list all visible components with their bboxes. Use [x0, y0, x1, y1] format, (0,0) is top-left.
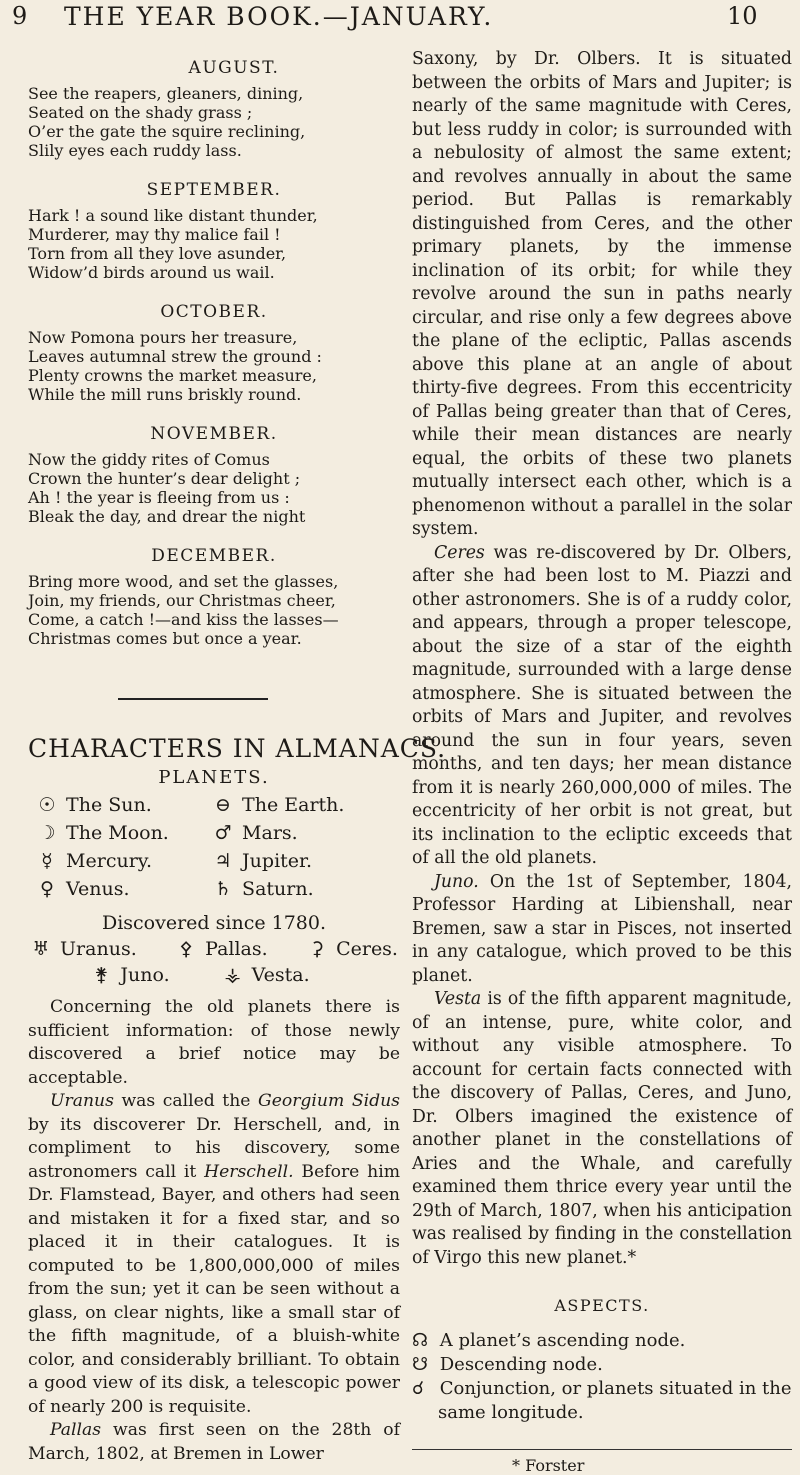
paragraph-pallas: Pallas was first seen on the 28th of March, 1802, at Bremen in Lower [28, 1420, 400, 1464]
aspect-item [412, 1329, 792, 1353]
page-header [0, 0, 800, 40]
poem-line: Come, a catch !—and kiss the lasses— [28, 610, 339, 629]
planet-name: The Moon. [66, 822, 169, 844]
planet-entry [34, 792, 210, 818]
planet-entry [28, 936, 137, 962]
footnote-rule [412, 1449, 792, 1450]
poem-line: Christmas comes but once a year. [28, 629, 302, 648]
poem-line: Slily eyes each ruddy lass. [28, 141, 242, 160]
footnote: * Forster [512, 1456, 585, 1475]
discovered-title: Discovered since 1780. [101, 912, 327, 934]
planets-title: PLANETS. [158, 767, 270, 788]
planet-symbol-icon: ☽ [38, 822, 56, 844]
poem-line: Hark ! a sound like distant thunder, [28, 206, 318, 225]
aspect-symbol-icon: ☊ [412, 1330, 428, 1351]
planet-name: The Sun. [66, 794, 152, 816]
planet-symbol-icon: ♄ [214, 878, 232, 900]
planet-name: Saturn. [242, 878, 314, 900]
planet-symbol-icon: ♃ [214, 850, 232, 872]
stanza-title: OCTOBER. [160, 302, 268, 322]
planet-entry [210, 848, 390, 874]
planet-symbol-icon: ⚴ [179, 938, 194, 960]
right-body-text [412, 48, 792, 1270]
planet-symbol-icon: ⚵ [94, 964, 109, 986]
discovered-row-1 [28, 936, 400, 962]
left-column [28, 48, 447, 1466]
page-number-right: 10 [727, 2, 758, 30]
planet-entry [220, 962, 310, 988]
poem-line: O’er the gate the squire reclining, [28, 122, 306, 141]
poem-line: Murderer, may thy malice fail ! [28, 225, 281, 244]
right-column [412, 48, 792, 1475]
poem-line: Now the giddy rites of Comus [28, 450, 270, 469]
aspects-list [412, 1329, 792, 1401]
planet-symbol-icon: ☉ [38, 794, 56, 816]
planet-symbol-icon: ⚶ [224, 964, 241, 986]
planet-name: Jupiter. [242, 850, 313, 872]
planet-name: Vesta. [251, 964, 310, 986]
poem-line: Now Pomona pours her treasure, [28, 328, 298, 347]
paragraph-pallas-cont: Saxony, by Dr. Olbers. It is situated between the orbits of Mars and Jupiter; is nearly of the same magnitude with Ceres, but less ruddy in color; is surrounded with a nebulosity of almost the same extent; and revolves annually in about the same period. But Pallas is remarkably distinguished from Ceres, and the other primary planets, by the immense inclination of its orbit; for while they revolve around the sun in paths nearly circular, and rise only a few degrees above the plane of the ecliptic, Pallas ascends above this plane at an angle of about thirty-five degrees. From this eccentricity of Pallas being greater than that of Ceres, while their mean distances are nearly equal, the orbits of these two planets mutually intersect each other, which is a phenomenon without a parallel in the solar system. [412, 49, 792, 539]
paragraph-vesta: Vesta is of the fifth apparent magnitude, of an intense, pure, white color, and without any visible atmosphere. To account for certain facts connected with the discovery of Pallas, Ceres, and Juno, Dr. Olbers imagined the existence of another planet in the constellations of Aries and the Whale, and carefully examined them thrice every year until the 29th of March, 1807, when his anticipation was realised by finding in the constellation of Virgo this new planet.* [412, 989, 792, 1268]
aspect-text: A planet’s ascending node. [439, 1330, 686, 1351]
poem-line: Seated on the shady grass ; [28, 103, 253, 122]
stanza-title: AUGUST. [188, 58, 280, 78]
characters-title: CHARACTERS IN ALMANACS. [28, 734, 447, 763]
planet-name: Juno. [120, 964, 170, 986]
running-head: THE YEAR BOOK.—JANUARY. [64, 2, 494, 31]
aspect-symbol-icon: ☌ [412, 1378, 425, 1399]
poem-line: Bleak the day, and drear the night [28, 507, 306, 526]
page-number-left: 9 [12, 2, 28, 30]
poem-line: Join, my friends, our Christmas cheer, [28, 591, 336, 610]
planet-name: Uranus. [60, 938, 137, 960]
poem-line: Widow’d birds around us wail. [28, 263, 275, 282]
aspect-text: Descending node. [439, 1354, 603, 1375]
poem-line: Bring more wood, and set the glasses, [28, 572, 339, 591]
planet-entry [34, 820, 210, 846]
aspect-item [412, 1353, 792, 1377]
poem-line: See the reapers, gleaners, dining, [28, 84, 304, 103]
planet-symbol-icon: ♂ [214, 822, 232, 844]
planet-symbol-icon: ♀ [40, 878, 54, 900]
planet-symbol-icon: ⊖ [215, 794, 231, 816]
left-body-text [28, 996, 400, 1466]
planet-symbol-icon: ♅ [32, 938, 50, 960]
planet-entry [34, 876, 210, 902]
poem-line: Crown the hunter’s dear delight ; [28, 469, 301, 488]
planet-name: Venus. [66, 878, 130, 900]
aspects-title: ASPECTS. [554, 1296, 650, 1315]
planet-entry [210, 876, 390, 902]
poem-line: Plenty crowns the market measure, [28, 366, 317, 385]
poem-line: Leaves autumnal strew the ground : [28, 347, 322, 366]
planet-name: Mars. [242, 822, 298, 844]
planet-entry [210, 820, 390, 846]
planet-symbols-table [34, 792, 400, 902]
paragraph-old-planets: Concerning the old planets there is sufficient information: of those newly discovered a brief notice may be acceptable. [28, 997, 400, 1088]
poem-line: While the mill runs briskly round. [28, 385, 302, 404]
stanza-title: NOVEMBER. [150, 424, 278, 444]
planet-name: Pallas. [205, 938, 268, 960]
aspect-symbol-icon: ☋ [412, 1354, 428, 1375]
month-poem [28, 58, 400, 648]
planet-name: The Earth. [242, 794, 345, 816]
paragraph-uranus: Uranus was called the Georgium Sidus by its discoverer Dr. Herschell, and, in compliment to his discovery, some astronomers call it Herschell. Before him Dr. Flamstead, Bayer, and others had seen and mistaken it for a fixed star, and so placed it in their catalogues. It is computed to be 1,800,000,000 of miles from the sun; yet it can be seen without a glass, on clear nights, like a small star of the fifth magnitude, of a bluish-white color, and considerably brilliant. To obtain a good view of its disk, a telescopic power of nearly 200 is requisite. [28, 1091, 400, 1417]
paragraph-juno: Juno. On the 1st of September, 1804, Professor Harding at Libienshall, near Bremen, saw a star in Pisces, not inserted in any catalogue, which proved to be this planet. [412, 871, 792, 986]
poem-line: Torn from all they love asunder, [28, 244, 287, 263]
planet-name: Ceres. [336, 938, 398, 960]
planet-entry [88, 962, 169, 988]
paragraph-ceres: Ceres was re-discovered by Dr. Olbers, after she had been lost to M. Piazzi and other astronomers. She is of a ruddy color, and appears, through a proper telescope, about the size of a star of the eighth magnitude, surrounded with a large dense atmosphere. She is situated between the orbits of Mars and Jupiter, and revolves around the sun in four years, seven months, and ten days; her mean distance from it is nearly 260,000,000 of miles. The eccentricity of her orbit is not great, but its inclination to the ecliptic exceeds that of all the old planets. [412, 542, 792, 868]
discovered-row-2 [0, 962, 400, 988]
poem-line: Ah ! the year is fleeing from us : [28, 488, 290, 507]
planet-entry [304, 936, 398, 962]
section-divider [118, 698, 268, 700]
planet-symbol-icon: ☿ [41, 850, 53, 872]
aspect-item [412, 1377, 792, 1401]
aspect-text: Conjunction, or planets situated in the [439, 1378, 792, 1399]
planet-entry [34, 848, 210, 874]
planet-entry [210, 792, 390, 818]
planet-symbol-icon: ⚳ [310, 938, 324, 960]
stanza-title: DECEMBER. [151, 546, 277, 566]
stanza-title: SEPTEMBER. [146, 180, 282, 200]
aspect-continuation: same longitude. [438, 1402, 584, 1423]
planet-name: Mercury. [66, 850, 153, 872]
planet-entry [173, 936, 268, 962]
